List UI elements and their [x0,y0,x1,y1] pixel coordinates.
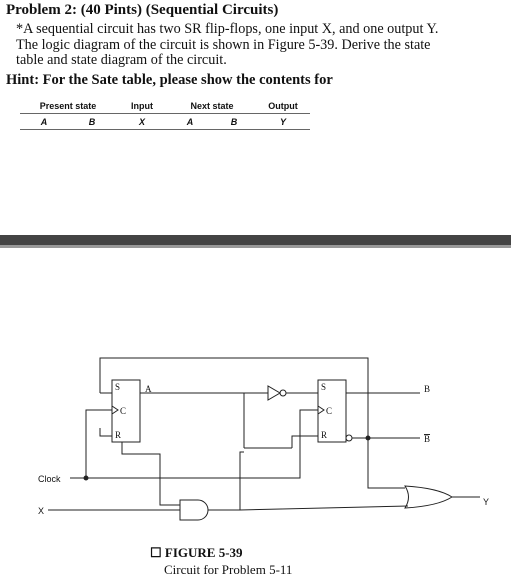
input-x-label: X [38,506,45,516]
figure-caption: Circuit for Problem 5-11 [164,562,293,577]
ff-a-q-label: A [145,384,152,394]
state-table [20,98,310,130]
ff-b-qbar-label: B [424,434,431,444]
ff-a-r-label: R [115,430,122,440]
clock-triangle-a-icon [112,406,118,414]
wire-r2 [292,436,318,448]
ff-b-c-label: C [326,406,333,416]
clock-label: Clock [38,474,61,484]
separator-bar-shade [0,245,511,248]
wire-and-to-mid [240,452,244,510]
separator-bar [0,235,511,245]
statement-line-1: *A sequential circuit has two SR flip-flops, one input X, and one output Y. [16,21,439,37]
wire-bbar-to-or [368,438,405,488]
state-table-header [20,98,310,114]
header-output: Output [256,98,310,114]
wire-x-to-or [240,506,408,510]
wire-r1 [100,428,112,436]
inverter-icon [268,386,280,400]
var-output-y: Y [256,114,310,130]
ff-a-c-label: C [120,406,127,416]
header-present-state: Present state [20,98,116,114]
var-next-b: B [212,114,256,130]
and-gate-icon [180,500,208,520]
or-gate-icon [405,486,452,508]
figure-label [150,545,243,561]
logic-diagram [0,340,511,540]
var-next-a: A [168,114,212,130]
ff-b-r-label: R [321,430,328,440]
ff-b-s-label: S [321,382,327,392]
qbar-bubble [346,435,352,441]
ff-b-q-label: B [424,384,431,394]
wire-and-to-r1 [122,442,180,505]
header-next-state: Next state [168,98,256,114]
header-input: Input [116,98,168,114]
statement-line-3: table and state diagram of the circuit. [16,52,227,68]
problem-title: Problem 2: (40 Pints) (Sequential Circuits) [6,2,279,18]
problem-statement [16,22,501,69]
figure-number: FIGURE 5-39 [164,545,243,560]
clock-triangle-b-icon [318,406,324,414]
ff-a-s-label: S [115,382,121,392]
clock-wire-a [86,410,112,478]
var-present-b: B [68,114,116,130]
figure-box-icon: ☐ [150,545,162,560]
statement-line-2: The logic diagram of the circuit is shown in Figure 5-39. Derive the state [16,36,431,53]
output-y-label: Y [483,497,490,507]
var-input-x: X [116,114,168,130]
clock-wire-b [86,410,318,478]
state-table-vars [20,114,310,130]
var-present-a: A [20,114,68,130]
wire-qa [140,393,244,448]
hint-text: Hint: For the Sate table, please show the contents for [6,72,333,88]
